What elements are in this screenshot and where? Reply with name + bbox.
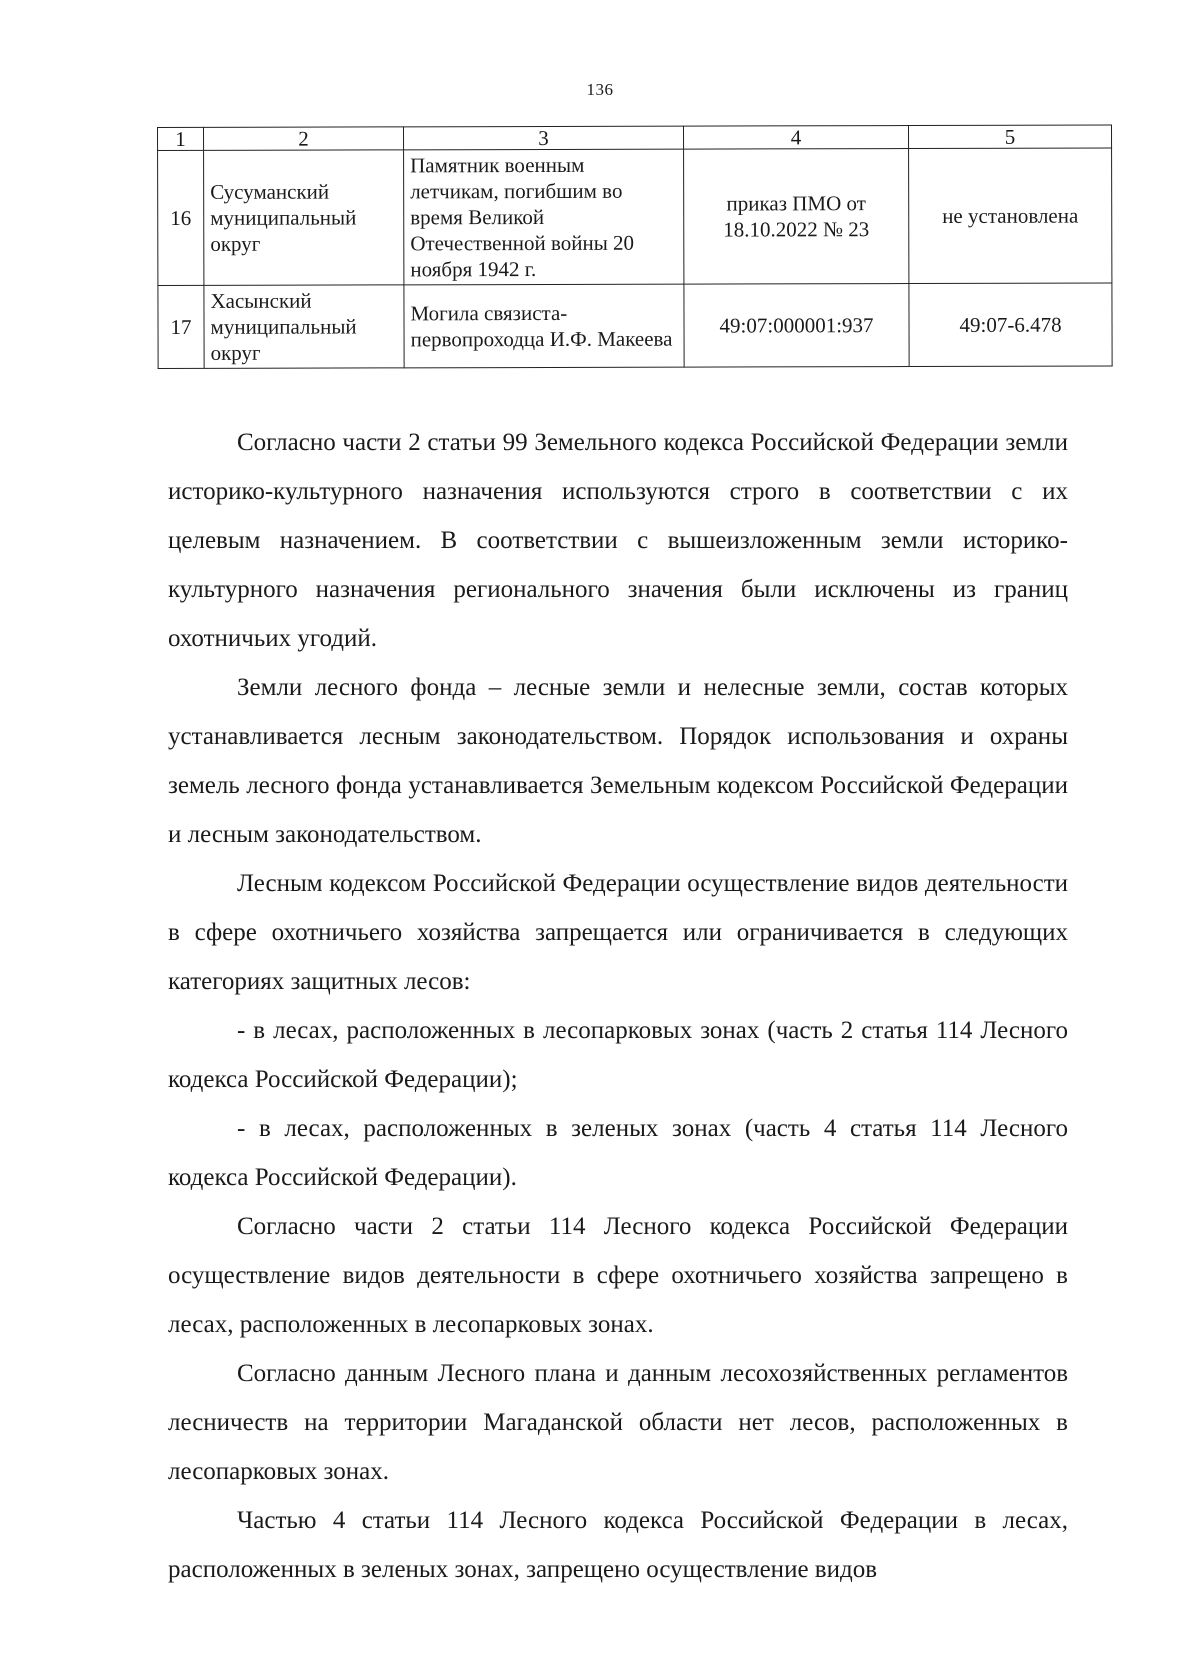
object-cell: Могила связиста-первопроходца И.Ф. Макеева: [404, 284, 684, 368]
table-header-row: [158, 125, 1112, 150]
paragraph: Согласно данным Лесного плана и данным лесохозяйственных регламентов лесничеств на территории Магаданской области нет лесов, расположенных в лесопарковых зонах.: [168, 1360, 1068, 1485]
monuments-table: [157, 124, 1113, 368]
paragraph: Согласно части 2 статьи 99 Земельного кодекса Российской Федерации земли историко-культурного назначения используются строго в соответствии с их целевым назначением. В соответствии с вышеизложенным земли историко-культурного назначения регионального значения были исключены из границ охотничьих угодий.: [168, 429, 1068, 652]
column-header: 4: [683, 126, 908, 150]
object-cell: Памятник военным летчикам, погибшим во время Великой Отечественной войны 20 ноября 1942 г.: [404, 149, 684, 285]
page-number: 136: [586, 80, 614, 99]
paragraph: Лесным кодексом Российской Федерации осуществление видов деятельности в сфере охотничьего хозяйства запрещается или ограничивается в следующих категориях защитных лесов:: [168, 870, 1068, 995]
table-row: [158, 148, 1112, 285]
column-header: 3: [404, 126, 684, 150]
row-number: 17: [158, 285, 204, 368]
column-header: 1: [158, 127, 204, 150]
district-cell: Хасынский муниципальный округ: [204, 285, 404, 369]
zone-cell: не установлена: [909, 148, 1112, 284]
paragraph: - в лесах, расположенных в лесопарковых зонах (часть 2 статья 114 Лесного кодекса Российской Федерации);: [168, 1017, 1068, 1093]
zone-cell: 49:07-6.478: [909, 283, 1112, 367]
row-number: 16: [158, 150, 204, 285]
body-text: [168, 418, 1068, 1594]
paragraph: Согласно части 2 статьи 114 Лесного кодекса Российской Федерации осуществление видов деятельности в сфере охотничьего хозяйства запрещено в лесах, расположенных в лесопарковых зонах.: [168, 1213, 1068, 1338]
district-cell: Сусуманский муниципальный округ: [204, 150, 404, 286]
column-header: 5: [908, 125, 1111, 149]
paragraph: Земли лесного фонда – лесные земли и нелесные земли, состав которых устанавливается лесным законодательством. Порядок использования и охраны земель лесного фонда устанавливается Земельным кодексом Российской Федерации и лесным законодательством.: [168, 674, 1068, 848]
paragraph: Частью 4 статьи 114 Лесного кодекса Российской Федерации в лесах, расположенных в зеленых зонах, запрещено осуществление видов: [168, 1507, 1068, 1583]
paragraph: - в лесах, расположенных в зеленых зонах (часть 4 статья 114 Лесного кодекса Российской Федерации).: [168, 1115, 1068, 1191]
table-row: [158, 283, 1112, 368]
document-cell: приказ ПМО от 18.10.2022 № 23: [684, 149, 909, 285]
document-cell: 49:07:000001:937: [684, 284, 909, 368]
column-header: 2: [204, 127, 404, 151]
